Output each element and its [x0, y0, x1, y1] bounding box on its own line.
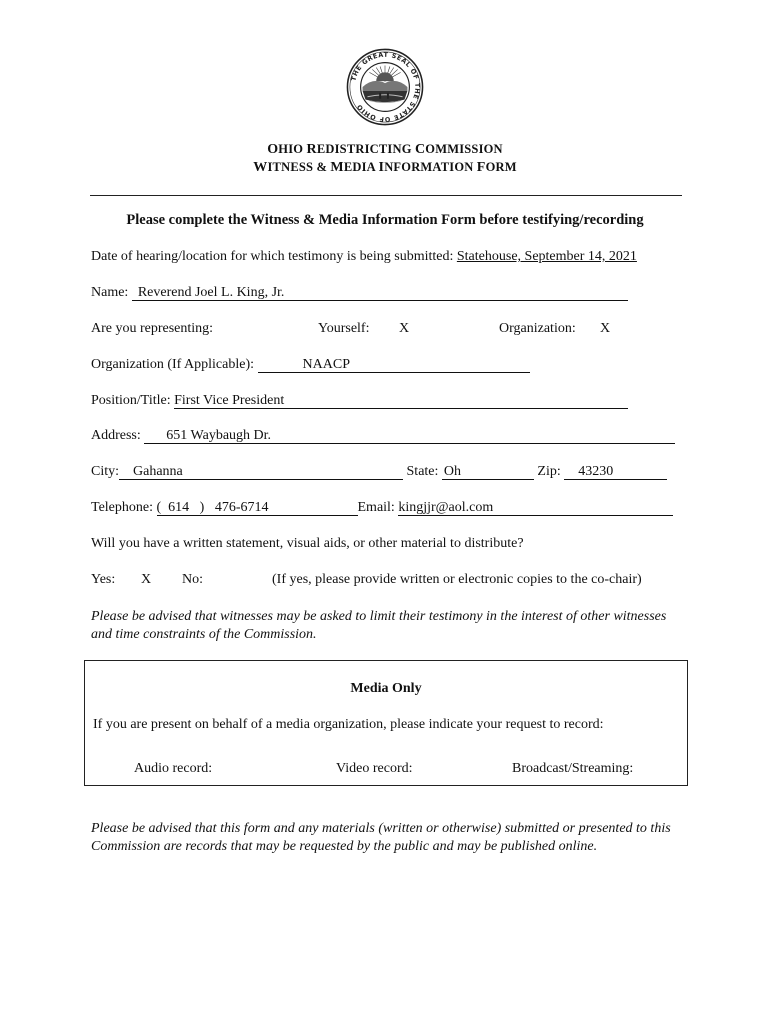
media-only-section: [84, 660, 688, 786]
zip-value: 43230: [578, 464, 614, 479]
date-location-value: Statehouse, September 14, 2021: [456, 249, 637, 264]
address-row: [91, 428, 675, 444]
telephone-field: [157, 500, 358, 516]
state-label: State:: [406, 464, 442, 479]
name-field: [132, 285, 628, 301]
video-record-label: Video record:: [336, 761, 413, 776]
organization-checkmark: X: [600, 321, 611, 336]
seal-text: THE GREAT SEAL OF THE STATE OF OHIO: [349, 50, 422, 124]
organization-choice-label: Organization:: [499, 321, 576, 336]
address-value: 651 Waybaugh Dr.: [166, 428, 272, 443]
form-title-commission: OHIO REDISTRICTING COMMISSION: [267, 142, 503, 157]
form-title-form-name: WITNESS & MEDIA INFORMATION FORM: [253, 160, 517, 175]
testimony-limit-advisory: Please be advised that witnesses may be asked to limit their testimony in the interest of other witnesses and time constraints of the Commission.: [91, 609, 667, 642]
public-records-advisory: Please be advised that this form and any materials (written or otherwise) submitted or presented to this Commission are records that may be requested by the public and may be published online.: [91, 821, 671, 854]
city-state-zip-row: [91, 464, 667, 480]
city-value: Gahanna: [133, 464, 183, 479]
no-label: No:: [182, 572, 203, 587]
name-value: Reverend Joel L. King, Jr.: [137, 285, 285, 300]
yourself-checkmark: X: [399, 321, 410, 336]
city-label: City:: [91, 464, 120, 479]
position-field: [174, 393, 628, 409]
position-row: [91, 393, 628, 409]
state-field: [442, 464, 534, 480]
audio-record-label: Audio record:: [134, 761, 213, 776]
instructions-heading: Please complete the Witness & Media Information Form before testifying/recording: [126, 212, 644, 228]
email-field: [398, 500, 673, 516]
zip-label: Zip:: [537, 464, 565, 479]
yes-checkmark: X: [141, 572, 152, 587]
broadcast-streaming-label: Broadcast/Streaming:: [512, 761, 634, 776]
position-value: First Vice President: [174, 393, 285, 408]
organization-row: [91, 357, 530, 373]
email-value: kingjjr@aol.com: [398, 500, 494, 515]
telephone-value: ( 614 ) 476-6714: [156, 500, 269, 515]
state-value: Oh: [443, 464, 462, 479]
organization-label: Organization (If Applicable):: [91, 357, 258, 372]
title-divider: [90, 195, 682, 196]
address-field: [144, 428, 675, 444]
media-instruction: If you are present on behalf of a media organization, please indicate your request to record:: [93, 717, 604, 732]
date-location-row: [91, 249, 637, 265]
zip-field: [564, 464, 667, 480]
ohio-seal-logo: [346, 48, 424, 126]
organization-value: NAACP: [302, 357, 350, 372]
name-row: [91, 285, 628, 301]
statement-question: Will you have a written statement, visual aids, or other material to distribute?: [91, 536, 524, 551]
organization-field: [258, 357, 530, 373]
telephone-label: Telephone:: [91, 500, 157, 515]
copies-note: (If yes, please provide written or electronic copies to the co-chair): [272, 572, 642, 587]
email-label: Email:: [357, 500, 399, 515]
media-only-heading: Media Only: [350, 681, 422, 696]
yourself-label: Yourself:: [318, 321, 370, 336]
city-field: [119, 464, 403, 480]
yes-label: Yes:: [91, 572, 116, 587]
name-label: Name:: [91, 285, 132, 300]
position-label: Position/Title:: [91, 393, 175, 408]
address-label: Address:: [91, 428, 145, 443]
telephone-email-row: [91, 500, 673, 516]
representing-label: Are you representing:: [91, 321, 214, 336]
date-location-label: Date of hearing/location for which testimony is being submitted:: [91, 249, 457, 264]
